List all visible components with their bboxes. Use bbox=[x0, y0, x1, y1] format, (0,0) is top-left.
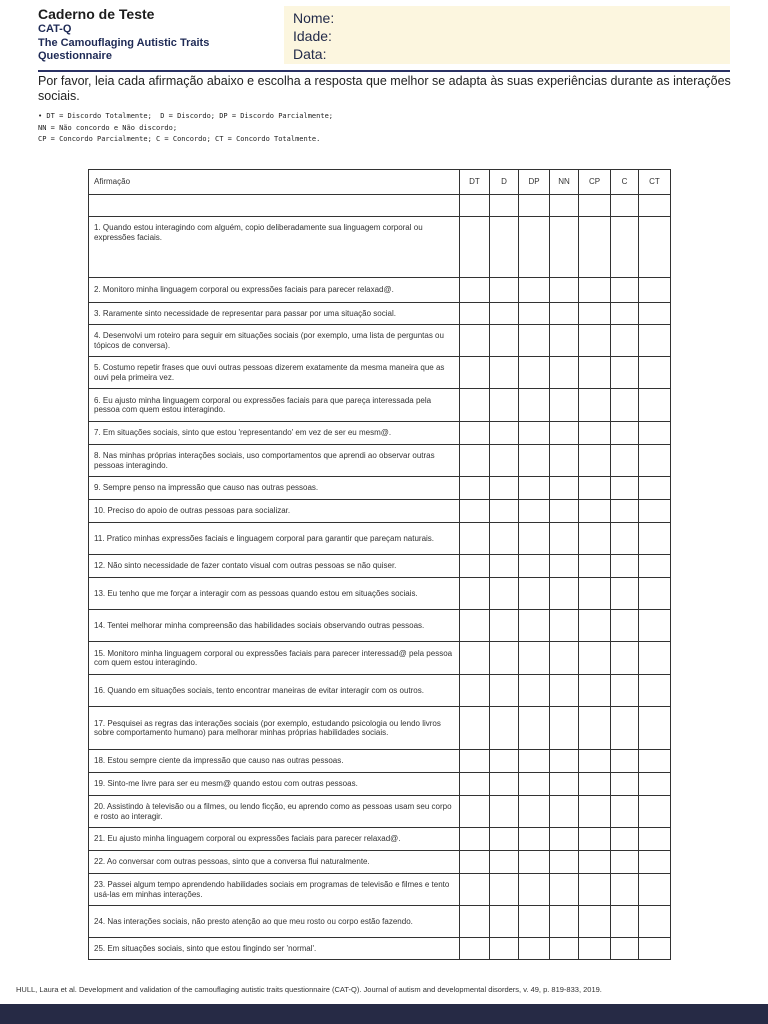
answer-cell[interactable] bbox=[550, 796, 579, 828]
statement-text: 17. Pesquisei as regras das interações sociais (por exemplo, estudando psicologia ou lendo livros sobre comportamento humano) para melhorar minhas próprias habilidades sociais. bbox=[89, 707, 460, 750]
header bbox=[38, 6, 278, 64]
table-row bbox=[89, 675, 671, 707]
answer-cell[interactable] bbox=[460, 555, 490, 578]
answer-cell[interactable] bbox=[579, 874, 611, 906]
statement-text: 14. Tentei melhorar minha compreensão das habilidades sociais observando outras pessoas. bbox=[89, 610, 460, 642]
subtitle-line: Questionnaire bbox=[38, 50, 112, 62]
legend-line: CP = Concordo Parcialmente; C = Concordo; CT = Concordo Totalmente. bbox=[38, 135, 321, 143]
answer-cell[interactable] bbox=[550, 610, 579, 642]
answer-cell[interactable] bbox=[611, 523, 639, 555]
answer-cell[interactable] bbox=[639, 874, 671, 906]
subtitle-line: CAT-Q bbox=[38, 23, 72, 35]
table-row bbox=[89, 357, 671, 389]
answer-cell[interactable] bbox=[519, 217, 550, 278]
answer-cell[interactable] bbox=[460, 938, 490, 960]
answer-cell[interactable] bbox=[550, 906, 579, 938]
answer-cell[interactable] bbox=[460, 500, 490, 523]
option-header-dp: DP bbox=[519, 170, 550, 195]
answer-cell[interactable] bbox=[460, 278, 490, 303]
statement-text: 24. Nas interações sociais, não presto atenção ao que meu rosto ou corpo estão fazendo. bbox=[89, 906, 460, 938]
answer-cell[interactable] bbox=[579, 422, 611, 445]
table-row bbox=[89, 750, 671, 773]
table-row bbox=[89, 477, 671, 500]
answer-cell[interactable] bbox=[611, 195, 639, 217]
table-row bbox=[89, 642, 671, 675]
answer-cell[interactable] bbox=[460, 750, 490, 773]
statement-text: 6. Eu ajusto minha linguagem corporal ou expressões faciais para que pareça interessada pela pessoa com quem estou interagindo. bbox=[89, 389, 460, 422]
answer-cell[interactable] bbox=[460, 675, 490, 707]
answer-cell[interactable] bbox=[611, 938, 639, 960]
answer-cell[interactable] bbox=[579, 750, 611, 773]
table-row bbox=[89, 906, 671, 938]
answer-cell[interactable] bbox=[579, 642, 611, 675]
answer-cell[interactable] bbox=[490, 389, 519, 422]
answer-cell[interactable] bbox=[550, 325, 579, 357]
answer-cell[interactable] bbox=[519, 750, 550, 773]
answer-cell[interactable] bbox=[519, 642, 550, 675]
statement-text: 8. Nas minhas próprias interações sociais, uso comportamentos que aprendi ao observar outras pessoas interagindo. bbox=[89, 445, 460, 477]
answer-cell[interactable] bbox=[460, 389, 490, 422]
answer-cell[interactable] bbox=[579, 357, 611, 389]
answer-cell[interactable] bbox=[519, 906, 550, 938]
table-header-row bbox=[89, 170, 671, 195]
answer-cell[interactable] bbox=[519, 938, 550, 960]
answer-cell[interactable] bbox=[639, 707, 671, 750]
answer-cell[interactable] bbox=[519, 796, 550, 828]
option-header-c: C bbox=[611, 170, 639, 195]
blank-row bbox=[89, 195, 671, 217]
statement-text: 5. Costumo repetir frases que ouvi outras pessoas dizerem exatamente da mesma maneira que as ouvi pela primeira vez. bbox=[89, 357, 460, 389]
option-header-d: D bbox=[490, 170, 519, 195]
option-header-cp: CP bbox=[579, 170, 611, 195]
answer-cell[interactable] bbox=[639, 750, 671, 773]
answer-cell[interactable] bbox=[639, 523, 671, 555]
answer-cell[interactable] bbox=[519, 707, 550, 750]
answer-cell[interactable] bbox=[550, 773, 579, 796]
answer-cell[interactable] bbox=[519, 445, 550, 477]
answer-cell[interactable] bbox=[639, 851, 671, 874]
statement-text: 3. Raramente sinto necessidade de representar para passar por uma situação social. bbox=[89, 303, 460, 325]
answer-cell[interactable] bbox=[639, 278, 671, 303]
answer-cell[interactable] bbox=[519, 523, 550, 555]
answer-cell[interactable] bbox=[460, 610, 490, 642]
answer-cell[interactable] bbox=[550, 828, 579, 851]
statement-text: 12. Não sinto necessidade de fazer contato visual com outras pessoas se não quiser. bbox=[89, 555, 460, 578]
answer-cell[interactable] bbox=[611, 906, 639, 938]
answer-cell[interactable] bbox=[611, 851, 639, 874]
answer-cell[interactable] bbox=[579, 477, 611, 500]
answer-cell[interactable] bbox=[611, 500, 639, 523]
answer-cell[interactable] bbox=[519, 675, 550, 707]
answer-cell[interactable] bbox=[639, 906, 671, 938]
answer-cell[interactable] bbox=[519, 389, 550, 422]
answer-cell[interactable] bbox=[611, 707, 639, 750]
answer-cell[interactable] bbox=[519, 422, 550, 445]
answer-cell[interactable] bbox=[550, 389, 579, 422]
answer-cell[interactable] bbox=[460, 357, 490, 389]
answer-cell[interactable] bbox=[550, 422, 579, 445]
answer-cell[interactable] bbox=[490, 707, 519, 750]
answer-cell[interactable] bbox=[550, 523, 579, 555]
answer-cell[interactable] bbox=[490, 303, 519, 325]
answer-cell[interactable] bbox=[611, 828, 639, 851]
table-row bbox=[89, 555, 671, 578]
answer-cell[interactable] bbox=[639, 796, 671, 828]
answer-cell[interactable] bbox=[611, 610, 639, 642]
answer-cell[interactable] bbox=[490, 938, 519, 960]
answer-cell[interactable] bbox=[579, 217, 611, 278]
answer-cell[interactable] bbox=[519, 828, 550, 851]
table-row bbox=[89, 278, 671, 303]
answer-cell[interactable] bbox=[490, 874, 519, 906]
answer-cell[interactable] bbox=[639, 303, 671, 325]
answer-cell[interactable] bbox=[611, 278, 639, 303]
answer-cell[interactable] bbox=[460, 773, 490, 796]
answer-cell[interactable] bbox=[550, 195, 579, 217]
legend-line: • DT = Discordo Totalmente; D = Discordo; DP = Discordo Parcialmente; bbox=[38, 112, 334, 120]
answer-cell[interactable] bbox=[460, 422, 490, 445]
answer-cell[interactable] bbox=[550, 555, 579, 578]
answer-cell[interactable] bbox=[579, 938, 611, 960]
answer-cell[interactable] bbox=[550, 303, 579, 325]
answer-cell[interactable] bbox=[579, 851, 611, 874]
answer-cell[interactable] bbox=[611, 422, 639, 445]
answer-cell[interactable] bbox=[579, 555, 611, 578]
answer-cell[interactable] bbox=[460, 874, 490, 906]
answer-cell[interactable] bbox=[611, 750, 639, 773]
answer-cell[interactable] bbox=[550, 578, 579, 610]
answer-cell[interactable] bbox=[490, 445, 519, 477]
table-row bbox=[89, 389, 671, 422]
answer-cell[interactable] bbox=[579, 325, 611, 357]
answer-cell[interactable] bbox=[550, 938, 579, 960]
option-header-ct: CT bbox=[639, 170, 671, 195]
answer-cell[interactable] bbox=[460, 325, 490, 357]
table-row bbox=[89, 325, 671, 357]
statement-text: 25. Em situações sociais, sinto que estou fingindo ser 'normal'. bbox=[89, 938, 460, 960]
option-header-dt: DT bbox=[460, 170, 490, 195]
answer-cell[interactable] bbox=[579, 610, 611, 642]
answer-cell[interactable] bbox=[579, 796, 611, 828]
answer-cell[interactable] bbox=[460, 828, 490, 851]
statement-text: 18. Estou sempre ciente da impressão que causo nas outras pessoas. bbox=[89, 750, 460, 773]
answer-cell[interactable] bbox=[550, 217, 579, 278]
answer-cell[interactable] bbox=[611, 675, 639, 707]
statement-text: 1. Quando estou interagindo com alguém, copio deliberadamente sua linguagem corporal ou expressões faciais. bbox=[89, 217, 460, 278]
answer-cell[interactable] bbox=[579, 500, 611, 523]
answer-cell[interactable] bbox=[519, 278, 550, 303]
table-row bbox=[89, 874, 671, 906]
statement-text: 22. Ao conversar com outras pessoas, sinto que a conversa flui naturalmente. bbox=[89, 851, 460, 874]
blank-statement-cell bbox=[89, 195, 460, 217]
answer-cell[interactable] bbox=[579, 389, 611, 422]
answer-cell[interactable] bbox=[490, 422, 519, 445]
statement-text: 4. Desenvolvi um roteiro para seguir em situações sociais (por exemplo, uma lista de perguntas ou tópicos de conversa). bbox=[89, 325, 460, 357]
table-row bbox=[89, 851, 671, 874]
table-row bbox=[89, 578, 671, 610]
answer-cell[interactable] bbox=[639, 357, 671, 389]
statement-text: 21. Eu ajusto minha linguagem corporal ou expressões faciais para parecer relaxad@. bbox=[89, 828, 460, 851]
answer-cell[interactable] bbox=[490, 217, 519, 278]
answer-cell[interactable] bbox=[611, 578, 639, 610]
answer-cell[interactable] bbox=[639, 773, 671, 796]
answer-cell[interactable] bbox=[490, 578, 519, 610]
answer-cell[interactable] bbox=[460, 642, 490, 675]
table-row bbox=[89, 610, 671, 642]
statement-text: 16. Quando em situações sociais, tento encontrar maneiras de evitar interagir com os outros. bbox=[89, 675, 460, 707]
answer-cell[interactable] bbox=[490, 851, 519, 874]
table-row bbox=[89, 938, 671, 960]
statement-text: 10. Preciso do apoio de outras pessoas para socializar. bbox=[89, 500, 460, 523]
answer-cell[interactable] bbox=[639, 325, 671, 357]
questionnaire-table bbox=[88, 169, 671, 960]
answer-cell[interactable] bbox=[639, 675, 671, 707]
answer-cell[interactable] bbox=[490, 500, 519, 523]
answer-cell[interactable] bbox=[519, 500, 550, 523]
table-row bbox=[89, 422, 671, 445]
statement-text: 7. Em situações sociais, sinto que estou 'representando' em vez de ser eu mesm@. bbox=[89, 422, 460, 445]
answer-cell[interactable] bbox=[490, 477, 519, 500]
answer-cell[interactable] bbox=[490, 610, 519, 642]
statement-text: 20. Assistindo à televisão ou a filmes, ou lendo ficção, eu aprendo como as pessoas usam seu corpo e rosto ao interagir. bbox=[89, 796, 460, 828]
statement-text: 15. Monitoro minha linguagem corporal ou expressões faciais para parecer interessad@ pela pessoa com quem estou interagindo. bbox=[89, 642, 460, 675]
answer-cell[interactable] bbox=[490, 828, 519, 851]
table-row bbox=[89, 828, 671, 851]
answer-cell[interactable] bbox=[550, 707, 579, 750]
answer-cell[interactable] bbox=[579, 773, 611, 796]
answer-cell[interactable] bbox=[579, 578, 611, 610]
answer-cell[interactable] bbox=[639, 422, 671, 445]
answer-cell[interactable] bbox=[490, 523, 519, 555]
answer-cell[interactable] bbox=[611, 217, 639, 278]
table-row bbox=[89, 796, 671, 828]
answer-cell[interactable] bbox=[460, 796, 490, 828]
answer-cell[interactable] bbox=[519, 477, 550, 500]
answer-cell[interactable] bbox=[639, 642, 671, 675]
answer-cell[interactable] bbox=[639, 445, 671, 477]
answer-cell[interactable] bbox=[579, 303, 611, 325]
answer-cell[interactable] bbox=[460, 195, 490, 217]
answer-cell[interactable] bbox=[550, 477, 579, 500]
answer-cell[interactable] bbox=[639, 500, 671, 523]
answer-cell[interactable] bbox=[550, 642, 579, 675]
answer-cell[interactable] bbox=[490, 642, 519, 675]
answer-cell[interactable] bbox=[490, 906, 519, 938]
name-field[interactable]: Nome: bbox=[293, 10, 335, 26]
answer-cell[interactable] bbox=[460, 707, 490, 750]
answer-cell[interactable] bbox=[519, 555, 550, 578]
answer-cell[interactable] bbox=[490, 675, 519, 707]
answer-cell[interactable] bbox=[579, 707, 611, 750]
answer-cell[interactable] bbox=[611, 445, 639, 477]
statement-text: 11. Pratico minhas expressões faciais e linguagem corporal para garantir que pareçam naturais. bbox=[89, 523, 460, 555]
table-row bbox=[89, 445, 671, 477]
answer-cell[interactable] bbox=[639, 938, 671, 960]
answer-cell[interactable] bbox=[490, 357, 519, 389]
answer-cell[interactable] bbox=[519, 851, 550, 874]
answer-cell[interactable] bbox=[639, 195, 671, 217]
citation: HULL, Laura et al. Development and validation of the camouflaging autistic traits questionnaire (CAT-Q). Journal of autism and developmental disorders, v. 49, p. 819-833, 2019. bbox=[16, 985, 602, 994]
table-row bbox=[89, 707, 671, 750]
answer-cell[interactable] bbox=[460, 217, 490, 278]
legend bbox=[38, 111, 738, 146]
table-row bbox=[89, 523, 671, 555]
date-field[interactable]: Data: bbox=[293, 46, 327, 62]
answer-cell[interactable] bbox=[490, 195, 519, 217]
statement-text: 2. Monitoro minha linguagem corporal ou expressões faciais para parecer relaxad@. bbox=[89, 278, 460, 303]
answer-cell[interactable] bbox=[611, 477, 639, 500]
answer-cell[interactable] bbox=[460, 578, 490, 610]
answer-cell[interactable] bbox=[490, 750, 519, 773]
answer-cell[interactable] bbox=[639, 610, 671, 642]
footer-bar bbox=[0, 1004, 768, 1024]
statement-column-header: Afirmação bbox=[89, 170, 460, 195]
answer-cell[interactable] bbox=[550, 278, 579, 303]
answer-cell[interactable] bbox=[519, 610, 550, 642]
answer-cell[interactable] bbox=[550, 357, 579, 389]
answer-cell[interactable] bbox=[611, 874, 639, 906]
statement-text: 13. Eu tenho que me forçar a interagir com as pessoas quando estou em situações sociais. bbox=[89, 578, 460, 610]
answer-cell[interactable] bbox=[490, 555, 519, 578]
answer-cell[interactable] bbox=[639, 578, 671, 610]
answer-cell[interactable] bbox=[460, 523, 490, 555]
answer-cell[interactable] bbox=[550, 851, 579, 874]
answer-cell[interactable] bbox=[579, 828, 611, 851]
table-row bbox=[89, 773, 671, 796]
answer-cell[interactable] bbox=[639, 477, 671, 500]
answer-cell[interactable] bbox=[460, 851, 490, 874]
answer-cell[interactable] bbox=[611, 357, 639, 389]
answer-cell[interactable] bbox=[550, 750, 579, 773]
statement-text: 9. Sempre penso na impressão que causo nas outras pessoas. bbox=[89, 477, 460, 500]
table-row bbox=[89, 217, 671, 278]
answer-cell[interactable] bbox=[611, 642, 639, 675]
answer-cell[interactable] bbox=[639, 555, 671, 578]
info-box bbox=[284, 6, 730, 64]
table-row bbox=[89, 500, 671, 523]
answer-cell[interactable] bbox=[579, 906, 611, 938]
answer-cell[interactable] bbox=[611, 796, 639, 828]
header-divider bbox=[38, 70, 730, 72]
table-row bbox=[89, 303, 671, 325]
option-header-nn: NN bbox=[550, 170, 579, 195]
answer-cell[interactable] bbox=[460, 303, 490, 325]
answer-cell[interactable] bbox=[519, 578, 550, 610]
page-title: Caderno de Teste bbox=[38, 6, 155, 22]
answer-cell[interactable] bbox=[490, 796, 519, 828]
answer-cell[interactable] bbox=[519, 874, 550, 906]
answer-cell[interactable] bbox=[490, 278, 519, 303]
answer-cell[interactable] bbox=[490, 773, 519, 796]
answer-cell[interactable] bbox=[550, 675, 579, 707]
legend-line: NN = Não concordo e Não discordo; bbox=[38, 123, 178, 132]
answer-cell[interactable] bbox=[611, 773, 639, 796]
answer-cell[interactable] bbox=[550, 500, 579, 523]
answer-cell[interactable] bbox=[550, 874, 579, 906]
statement-text: 19. Sinto-me livre para ser eu mesm@ quando estou com outras pessoas. bbox=[89, 773, 460, 796]
answer-cell[interactable] bbox=[579, 445, 611, 477]
answer-cell[interactable] bbox=[611, 303, 639, 325]
answer-cell[interactable] bbox=[639, 828, 671, 851]
answer-cell[interactable] bbox=[579, 675, 611, 707]
answer-cell[interactable] bbox=[579, 523, 611, 555]
answer-cell[interactable] bbox=[519, 357, 550, 389]
answer-cell[interactable] bbox=[490, 325, 519, 357]
answer-cell[interactable] bbox=[611, 325, 639, 357]
answer-cell[interactable] bbox=[611, 555, 639, 578]
answer-cell[interactable] bbox=[579, 278, 611, 303]
subtitle-line: The Camouflaging Autistic Traits bbox=[38, 36, 210, 49]
answer-cell[interactable] bbox=[460, 445, 490, 477]
answer-cell[interactable] bbox=[519, 325, 550, 357]
age-field[interactable]: Idade: bbox=[293, 28, 332, 44]
answer-cell[interactable] bbox=[519, 773, 550, 796]
answer-cell[interactable] bbox=[460, 906, 490, 938]
statement-text: 23. Passei algum tempo aprendendo habilidades sociais em programas de televisão e filmes e tento usá-las em minhas interações. bbox=[89, 874, 460, 906]
answer-cell[interactable] bbox=[519, 195, 550, 217]
answer-cell[interactable] bbox=[611, 389, 639, 422]
answer-cell[interactable] bbox=[519, 303, 550, 325]
answer-cell[interactable] bbox=[579, 195, 611, 217]
answer-cell[interactable] bbox=[639, 389, 671, 422]
answer-cell[interactable] bbox=[460, 477, 490, 500]
answer-cell[interactable] bbox=[550, 445, 579, 477]
instructions: Por favor, leia cada afirmação abaixo e escolha a resposta que melhor se adapta às suas experiências durante as interações sociais. bbox=[38, 74, 731, 103]
answer-cell[interactable] bbox=[639, 217, 671, 278]
